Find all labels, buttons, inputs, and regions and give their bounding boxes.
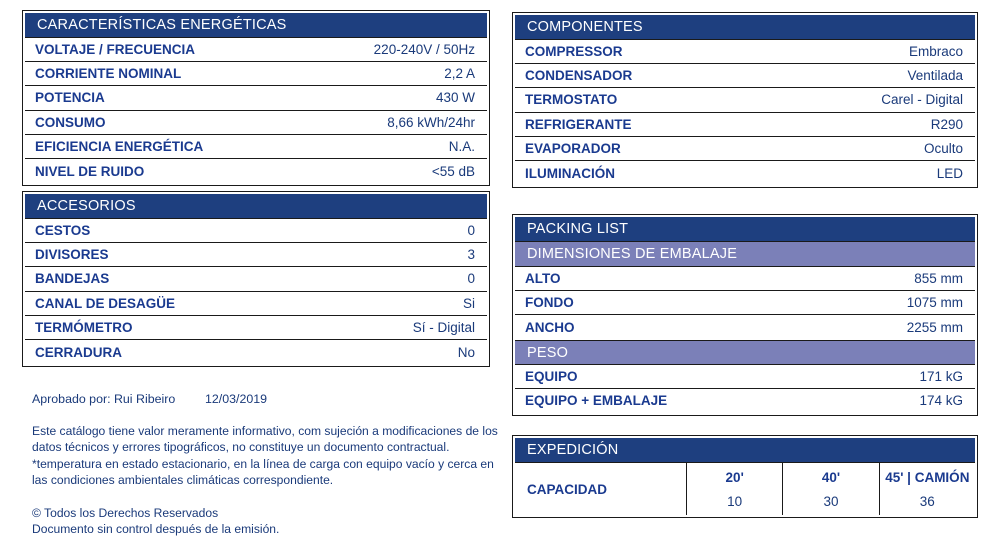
row-label: CANAL DE DESAGÜE <box>35 295 176 311</box>
table-row <box>25 267 487 291</box>
row-label: TERMOSTATO <box>525 92 618 108</box>
row-label: BANDEJAS <box>35 271 110 287</box>
disclaimer-text <box>32 423 498 489</box>
energy-rows <box>25 38 487 183</box>
row-value: Oculto <box>923 140 963 156</box>
row-value: LED <box>936 165 963 181</box>
row-label: POTENCIA <box>35 90 105 106</box>
table-row <box>25 62 487 86</box>
packaging-dimension-rows <box>515 267 975 340</box>
row-value: 855 mm <box>914 271 963 287</box>
accessories-table <box>22 191 490 367</box>
row-label: CERRADURA <box>35 344 122 360</box>
energy-characteristics-header: CARACTERÍSTICAS ENERGÉTICAS <box>25 13 487 38</box>
row-label: EQUIPO + EMBALAJE <box>525 393 668 409</box>
row-label: TERMÓMETRO <box>35 319 133 335</box>
column-header: 20' <box>725 469 744 485</box>
table-row <box>515 40 975 64</box>
row-value: Sí - Digital <box>412 319 475 335</box>
row-value: 0 <box>467 223 475 239</box>
approved-by-text: Aprobado por: Rui Ribeiro <box>32 392 176 406</box>
shipping-column-40ft <box>783 463 879 515</box>
row-value: 8,66 kWh/24hr <box>387 114 475 130</box>
disclaimer-line: las condiciones ambientales climáticas correspondiente. <box>32 473 334 488</box>
row-value: Ventilada <box>907 68 963 84</box>
row-label: EFICIENCIA ENERGÉTICA <box>35 138 204 154</box>
column-value: 36 <box>919 493 935 509</box>
row-label: CESTOS <box>35 223 91 239</box>
shipping-column-20ft <box>687 463 783 515</box>
components-rows <box>515 40 975 185</box>
table-row <box>515 291 975 315</box>
table-row <box>25 135 487 159</box>
row-value: Embraco <box>908 44 963 60</box>
energy-characteristics-table <box>22 10 490 186</box>
row-value: Carel - Digital <box>881 92 963 108</box>
table-row <box>515 88 975 112</box>
table-row <box>25 219 487 243</box>
row-label: COMPRESSOR <box>525 44 623 60</box>
table-row <box>515 315 975 339</box>
weight-rows <box>515 365 975 413</box>
row-label: ALTO <box>525 271 561 287</box>
row-value: 220-240V / 50Hz <box>373 42 475 58</box>
row-label: EVAPORADOR <box>525 140 621 156</box>
column-value: 30 <box>823 493 839 509</box>
row-label: DIVISORES <box>35 247 109 263</box>
packaging-dimensions-subheader: DIMENSIONES DE EMBALAJE <box>515 242 975 267</box>
row-value: 174 kG <box>919 393 963 409</box>
table-row <box>515 389 975 413</box>
row-value: 171 kG <box>919 368 963 384</box>
approval-line <box>32 392 494 406</box>
shipping-column-45ft-truck <box>880 463 975 515</box>
weight-subheader: PESO <box>515 340 975 365</box>
table-row <box>515 113 975 137</box>
column-header: 40' <box>821 469 841 485</box>
table-row <box>25 111 487 135</box>
row-value: 3 <box>467 247 475 263</box>
table-row <box>25 243 487 267</box>
capacity-label-cell <box>515 463 687 515</box>
row-value: Si <box>462 295 475 311</box>
row-label: FONDO <box>525 295 574 311</box>
components-table <box>512 12 978 188</box>
capacity-label: CAPACIDAD <box>527 481 607 497</box>
row-value: N.A. <box>448 138 475 154</box>
row-label: ANCHO <box>525 319 575 335</box>
shipping-table <box>512 435 978 518</box>
row-value: 1075 mm <box>906 295 963 311</box>
column-header: 45' | CAMIÓN <box>885 469 970 485</box>
column-value: 10 <box>727 493 743 509</box>
row-value: 430 W <box>435 90 475 106</box>
disclaimer-line: *temperatura en estado estacionario, en la línea de carga con equipo vacío y cerca en <box>32 456 494 471</box>
table-row <box>515 137 975 161</box>
approval-date: 12/03/2019 <box>205 392 268 406</box>
table-row <box>515 161 975 185</box>
shipping-header: EXPEDICIÓN <box>515 438 975 463</box>
table-row <box>25 340 487 364</box>
table-row <box>25 292 487 316</box>
row-value: 2255 mm <box>906 319 963 335</box>
row-value: R290 <box>930 116 963 132</box>
row-label: ILUMINACIÓN <box>525 165 615 181</box>
table-row <box>25 38 487 62</box>
components-header: COMPONENTES <box>515 15 975 40</box>
packing-list-table <box>512 214 978 416</box>
table-row <box>515 365 975 389</box>
table-row <box>25 86 487 110</box>
row-label: VOLTAJE / FRECUENCIA <box>35 42 196 58</box>
row-value: 0 <box>467 271 475 287</box>
row-label: CONSUMO <box>35 114 106 130</box>
disclaimer-line: datos técnicos y errores tipográficos, no constituye un documento contractual. <box>32 440 450 455</box>
rights-line: © Todos los Derechos Reservados <box>32 505 219 520</box>
table-row <box>515 64 975 88</box>
table-row <box>25 316 487 340</box>
disclaimer-line: Este catálogo tiene valor meramente informativo, com sujeción a modificaciones de los <box>32 424 498 438</box>
table-row <box>515 267 975 291</box>
rights-line: Documento sin control después de la emisión. <box>32 522 280 537</box>
table-row <box>25 159 487 183</box>
row-label: EQUIPO <box>525 368 578 384</box>
packing-list-header: PACKING LIST <box>515 217 975 242</box>
footer-notes <box>32 392 498 537</box>
row-label: REFRIGERANTE <box>525 116 632 132</box>
row-label: NIVEL DE RUIDO <box>35 163 145 179</box>
rights-text <box>32 505 494 538</box>
accessories-rows <box>25 219 487 364</box>
row-value: No <box>457 344 475 360</box>
row-label: CORRIENTE NOMINAL <box>35 66 182 82</box>
row-value: 2,2 A <box>444 66 475 82</box>
shipping-capacity-row <box>515 463 975 515</box>
accessories-header: ACCESORIOS <box>25 194 487 219</box>
row-value: <55 dB <box>431 163 475 179</box>
row-label: CONDENSADOR <box>525 68 633 84</box>
